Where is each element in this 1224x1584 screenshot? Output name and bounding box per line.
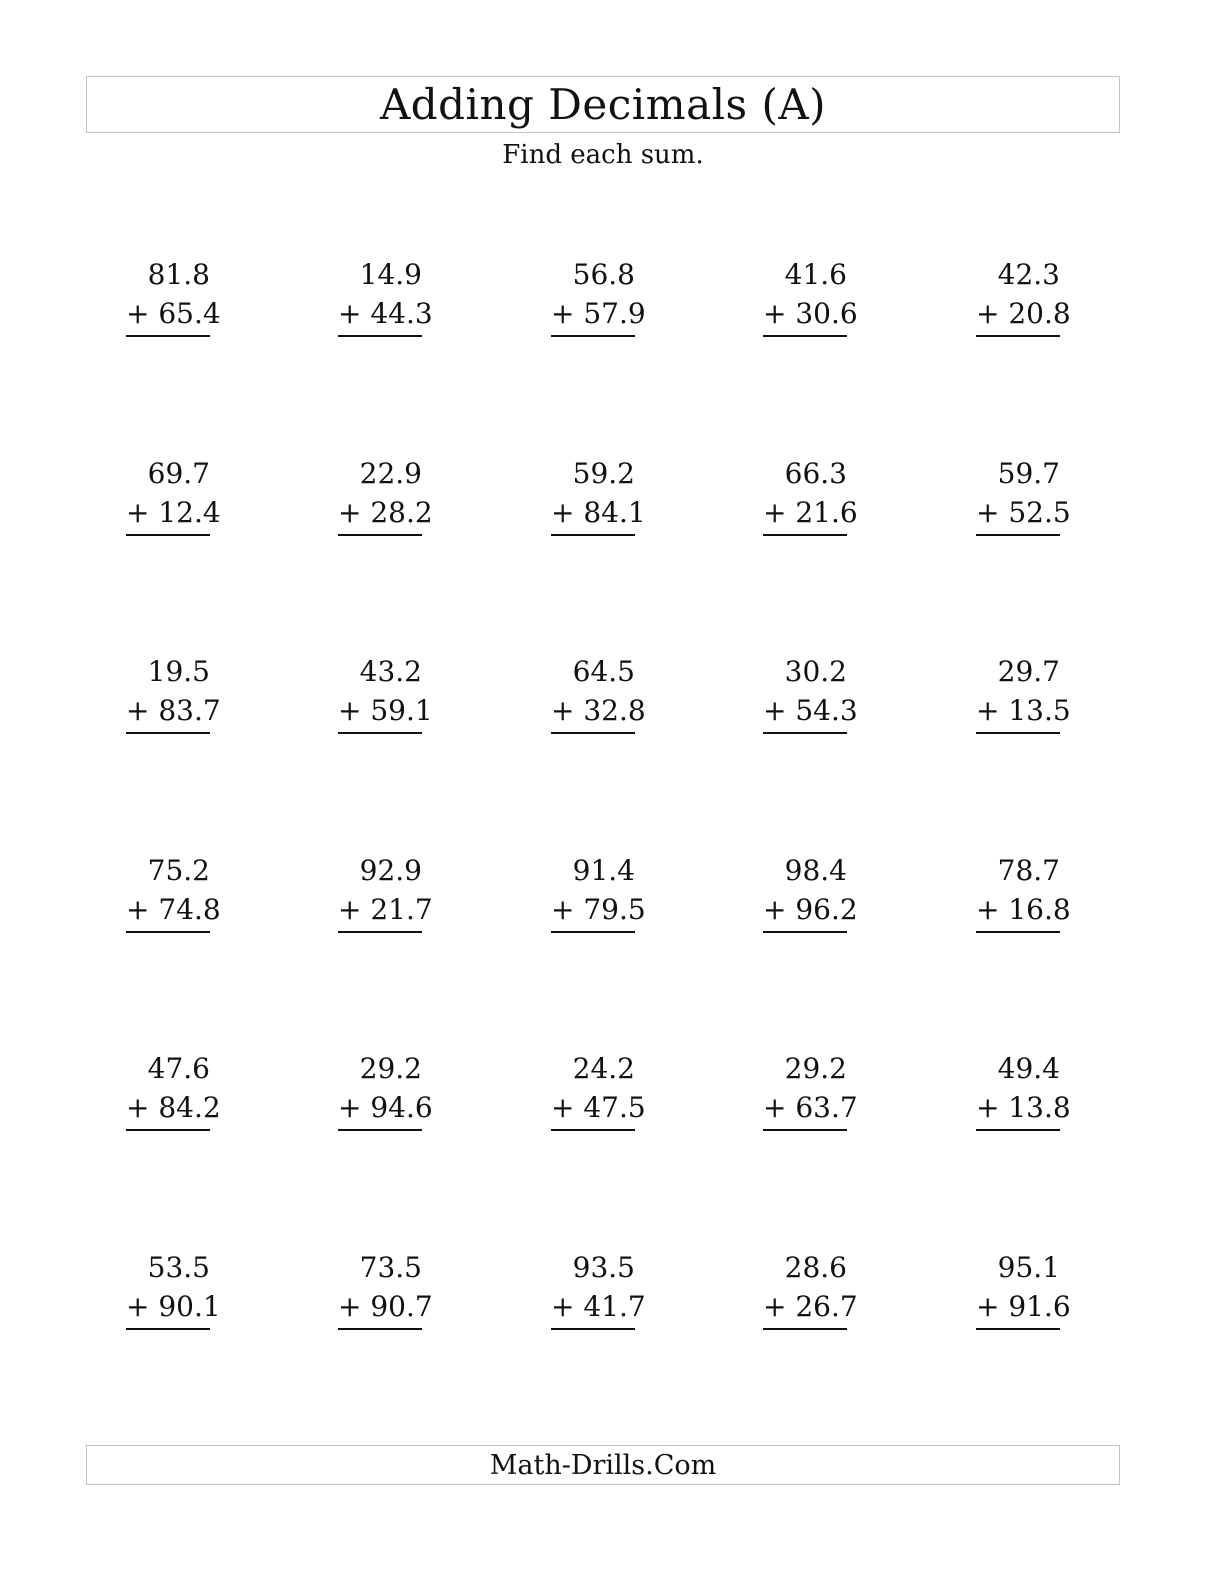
problem-addend-top: 43.2 — [359, 655, 422, 688]
addition-problem — [126, 652, 221, 734]
problem-addend-bottom: + 83.7 — [126, 692, 210, 734]
problem-addend-top: 30.2 — [784, 655, 847, 688]
problem-addend-top: 14.9 — [359, 258, 422, 291]
addition-problem — [763, 1049, 858, 1131]
problem-addend-top: 29.7 — [997, 655, 1060, 688]
problem-addend-bottom: + 52.5 — [976, 494, 1060, 536]
problem-addend-bottom: + 90.1 — [126, 1288, 210, 1330]
problem-addend-bottom: + 57.9 — [551, 295, 635, 337]
problem-addend-bottom: + 59.1 — [338, 692, 422, 734]
problem-addend-top: 92.9 — [359, 854, 422, 887]
problem-addend-top: 64.5 — [572, 655, 635, 688]
addition-problem — [338, 1049, 433, 1131]
problem-addend-top: 29.2 — [784, 1052, 847, 1085]
problem-addend-bottom: + 90.7 — [338, 1288, 422, 1330]
problem-addend-bottom: + 84.2 — [126, 1089, 210, 1131]
addition-problem — [338, 255, 433, 337]
problem-grid — [86, 255, 1120, 1355]
problem-addend-top: 93.5 — [572, 1251, 635, 1284]
addition-problem — [126, 851, 221, 933]
problem-row — [86, 454, 1120, 544]
problem-addend-bottom: + 20.8 — [976, 295, 1060, 337]
addition-problem — [551, 454, 646, 536]
problem-addend-bottom: + 13.5 — [976, 692, 1060, 734]
problem-addend-bottom: + 84.1 — [551, 494, 635, 536]
problem-addend-bottom: + 13.8 — [976, 1089, 1060, 1131]
addition-problem — [551, 851, 646, 933]
problem-addend-top: 22.9 — [359, 457, 422, 490]
problem-addend-bottom: + 28.2 — [338, 494, 422, 536]
problem-row — [86, 255, 1120, 345]
problem-addend-bottom: + 12.4 — [126, 494, 210, 536]
problem-addend-top: 24.2 — [572, 1052, 635, 1085]
problem-addend-top: 41.6 — [784, 258, 847, 291]
addition-problem — [338, 652, 433, 734]
addition-problem — [338, 851, 433, 933]
problem-row — [86, 1248, 1120, 1338]
problem-addend-top: 28.6 — [784, 1251, 847, 1284]
addition-problem — [976, 1248, 1071, 1330]
addition-problem — [976, 255, 1071, 337]
problem-addend-bottom: + 41.7 — [551, 1288, 635, 1330]
addition-problem — [338, 454, 433, 536]
addition-problem — [126, 255, 221, 337]
title-box — [86, 76, 1120, 133]
addition-problem — [976, 454, 1071, 536]
addition-problem — [126, 454, 221, 536]
footer-text: Math-Drills.Com — [489, 1449, 717, 1481]
problem-addend-top: 73.5 — [359, 1251, 422, 1284]
problem-addend-bottom: + 21.7 — [338, 891, 422, 933]
instructions: Find each sum. — [502, 140, 704, 170]
problem-addend-top: 98.4 — [784, 854, 847, 887]
problem-addend-top: 95.1 — [997, 1251, 1060, 1284]
addition-problem — [763, 255, 858, 337]
problem-addend-top: 56.8 — [572, 258, 635, 291]
addition-problem — [763, 454, 858, 536]
problem-addend-bottom: + 65.4 — [126, 295, 210, 337]
page-title: Adding Decimals (A) — [379, 79, 827, 129]
problem-addend-top: 29.2 — [359, 1052, 422, 1085]
addition-problem — [763, 851, 858, 933]
problem-addend-bottom: + 47.5 — [551, 1089, 635, 1131]
problem-addend-top: 19.5 — [147, 655, 210, 688]
problem-addend-bottom: + 94.6 — [338, 1089, 422, 1131]
addition-problem — [551, 1049, 646, 1131]
problem-addend-bottom: + 74.8 — [126, 891, 210, 933]
addition-problem — [763, 652, 858, 734]
problem-addend-bottom: + 44.3 — [338, 295, 422, 337]
problem-addend-top: 47.6 — [147, 1052, 210, 1085]
problem-addend-top: 42.3 — [997, 258, 1060, 291]
problem-addend-top: 81.8 — [147, 258, 210, 291]
problem-row — [86, 652, 1120, 742]
problem-addend-top: 66.3 — [784, 457, 847, 490]
problem-addend-bottom: + 54.3 — [763, 692, 847, 734]
problem-row — [86, 851, 1120, 941]
addition-problem — [763, 1248, 858, 1330]
footer-box — [86, 1445, 1120, 1485]
addition-problem — [551, 652, 646, 734]
addition-problem — [551, 1248, 646, 1330]
problem-addend-top: 59.2 — [572, 457, 635, 490]
problem-addend-bottom: + 32.8 — [551, 692, 635, 734]
addition-problem — [126, 1248, 221, 1330]
problem-addend-bottom: + 63.7 — [763, 1089, 847, 1131]
addition-problem — [976, 851, 1071, 933]
addition-problem — [976, 1049, 1071, 1131]
addition-problem — [551, 255, 646, 337]
problem-addend-top: 75.2 — [147, 854, 210, 887]
problem-row — [86, 1049, 1120, 1139]
addition-problem — [126, 1049, 221, 1131]
problem-addend-bottom: + 91.6 — [976, 1288, 1060, 1330]
addition-problem — [338, 1248, 433, 1330]
problem-addend-top: 59.7 — [997, 457, 1060, 490]
problem-addend-bottom: + 16.8 — [976, 891, 1060, 933]
problem-addend-top: 91.4 — [572, 854, 635, 887]
problem-addend-bottom: + 96.2 — [763, 891, 847, 933]
problem-addend-bottom: + 26.7 — [763, 1288, 847, 1330]
problem-addend-top: 53.5 — [147, 1251, 210, 1284]
problem-addend-bottom: + 30.6 — [763, 295, 847, 337]
problem-addend-top: 69.7 — [147, 457, 210, 490]
problem-addend-bottom: + 79.5 — [551, 891, 635, 933]
problem-addend-top: 49.4 — [997, 1052, 1060, 1085]
addition-problem — [976, 652, 1071, 734]
problem-addend-top: 78.7 — [997, 854, 1060, 887]
problem-addend-bottom: + 21.6 — [763, 494, 847, 536]
